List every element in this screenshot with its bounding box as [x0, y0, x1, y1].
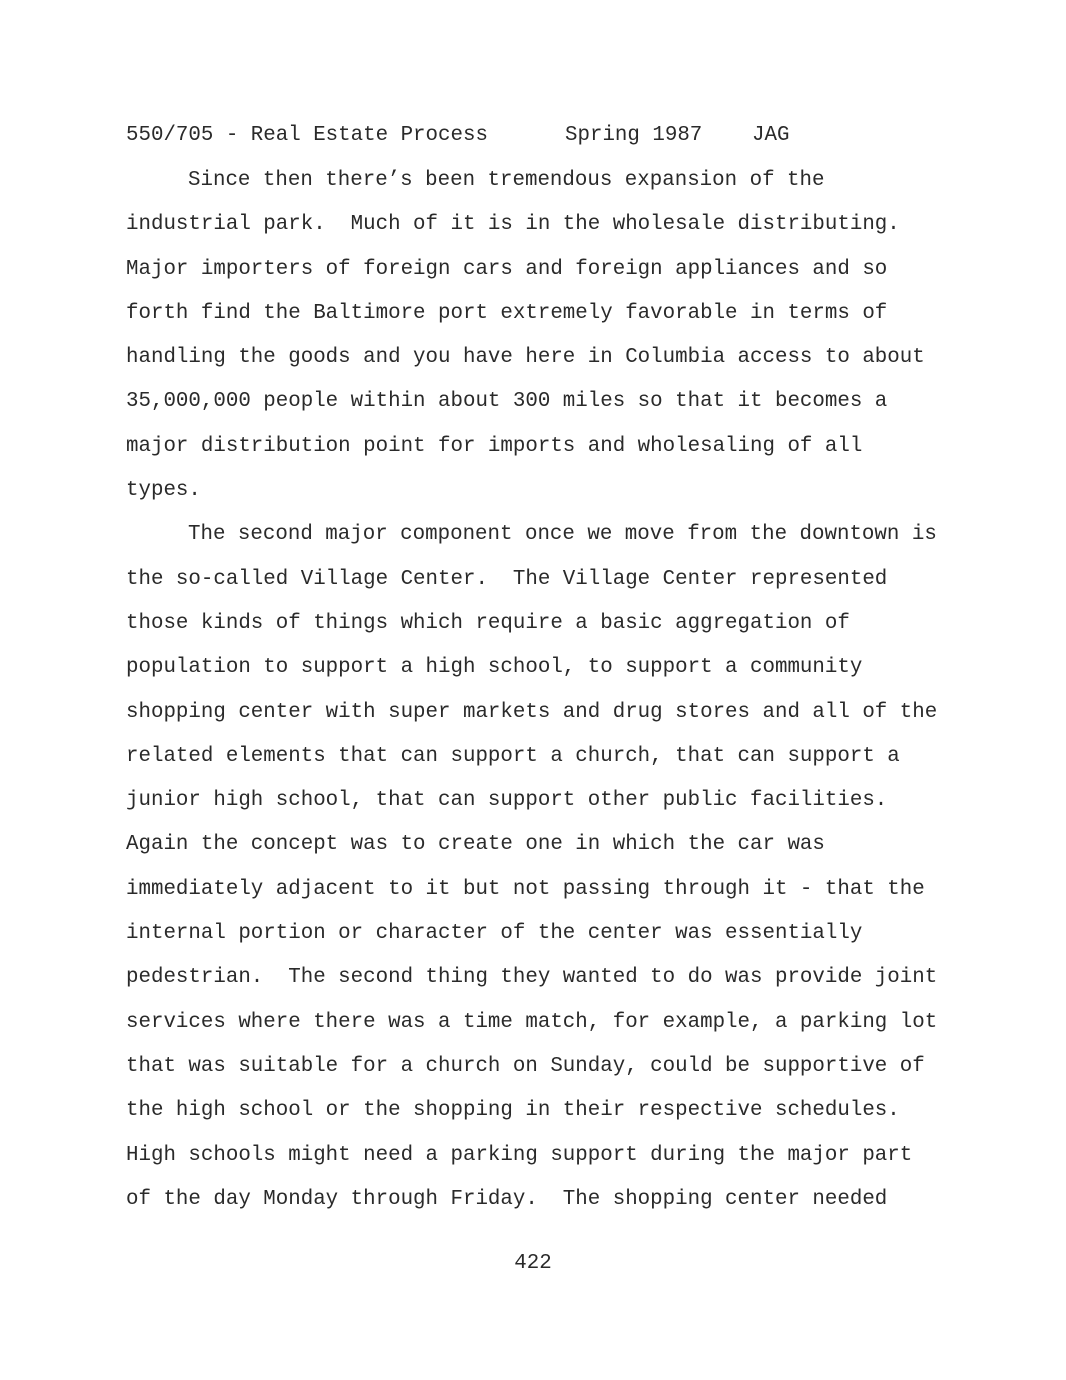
text-line: that was suitable for a church on Sunday, could be supportive of [126, 1054, 925, 1078]
text-line: types. [126, 479, 201, 503]
paragraph [126, 521, 956, 1230]
text-line: industrial park. Much of it is in the wholesale distributing. [126, 213, 900, 237]
text-line: handling the goods and you have here in Columbia access to about [126, 346, 925, 370]
text-line: internal portion or character of the center was essentially [126, 922, 863, 946]
text-line: those kinds of things which require a basic aggregation of [126, 611, 850, 635]
body-text [126, 167, 956, 1230]
text-line: of the day Monday through Friday. The shopping center needed [126, 1187, 888, 1211]
text-line: 35,000,000 people within about 300 miles so that it becomes a [126, 390, 888, 414]
text-line: services where there was a time match, for example, a parking lot [126, 1010, 938, 1034]
text-line: immediately adjacent to it but not passing through it - that the [126, 877, 925, 901]
text-line: pedestrian. The second thing they wanted to do was provide joint [126, 966, 938, 990]
term: Spring 1987 [565, 124, 703, 147]
text-line: the so-called Village Center. The Village Center represented [126, 567, 888, 591]
text-line: shopping center with super markets and drug stores and all of the [126, 700, 938, 724]
page-number: 422 [514, 1252, 552, 1275]
text-line: related elements that can support a church, that can support a [126, 744, 900, 768]
text-line: the high school or the shopping in their respective schedules. [126, 1099, 900, 1123]
text-line: major distribution point for imports and wholesaling of all [126, 434, 863, 458]
text-line: junior high school, that can support other public facilities. [126, 789, 888, 813]
text-line: Since then there’s been tremendous expansion of the [188, 169, 825, 192]
text-line: Major importers of foreign cars and foreign appliances and so [126, 257, 888, 281]
paragraph [126, 167, 956, 521]
text-line: population to support a high school, to support a community [126, 656, 863, 680]
text-line: High schools might need a parking support during the major part [126, 1143, 913, 1167]
text-line: forth find the Baltimore port extremely favorable in terms of [126, 301, 888, 325]
author-initials: JAG [752, 124, 790, 147]
course-title: 550/705 - Real Estate Process [126, 124, 488, 147]
text-line: Again the concept was to create one in which the car was [126, 833, 825, 857]
page-header [126, 122, 789, 150]
text-line: The second major component once we move from the downtown is [188, 523, 937, 547]
